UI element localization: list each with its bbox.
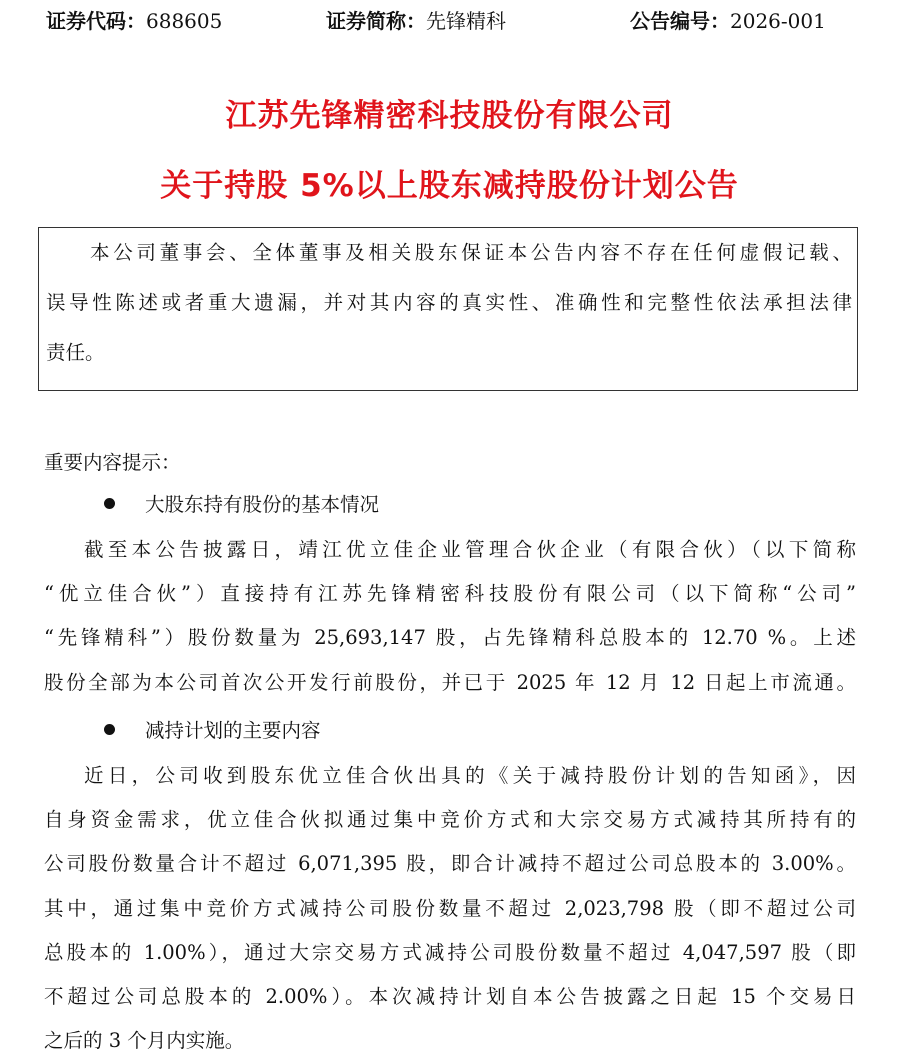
section2-bullet: 减持计划的主要内容 — [104, 716, 321, 746]
paragraph-line: 公司股份数量合计不超过 6,071,395 股，即合计减持不超过公司总股本的 3.00%。 — [44, 852, 856, 875]
bullet-icon — [104, 498, 115, 509]
paragraph-line: “先锋精科”）股份数量为 25,693,147 股，占先锋精科总股本的 12.70 %。上述 — [44, 626, 856, 649]
paragraph-line: 其中，通过集中竞价方式减持公司股份数量不超过 2,023,798 股（即不超过公司 — [44, 897, 856, 920]
paragraph-line: 自身资金需求，优立佳合伙拟通过集中竞价方式和大宗交易方式减持其所持有的 — [44, 808, 856, 831]
paragraph-line: 不超过公司总股本的 2.00%）。本次减持计划自本公告披露之日起 15 个交易日 — [44, 985, 856, 1008]
company-title: 江苏先锋精密科技股份有限公司 — [225, 98, 674, 134]
disclaimer-line: 误导性陈述或者重大遗漏，并对其内容的真实性、准确性和完整性依法承担法律 — [46, 291, 852, 314]
security-code: 证券代码：688605 — [46, 9, 223, 33]
paragraph-line: 近日，公司收到股东优立佳合伙出具的《关于减持股份计划的告知函》，因 — [84, 764, 856, 787]
paragraph-line: 截至本公告披露日，靖江优立佳企业管理合伙企业（有限合伙）（以下简称 — [84, 538, 856, 561]
paragraph-line: 之后的 3 个月内实施。 — [44, 1029, 245, 1052]
bullet-icon — [104, 724, 115, 735]
important-heading: 重要内容提示： — [44, 451, 181, 474]
security-name: 证券简称：先锋精科 — [326, 9, 506, 33]
paragraph-line: 股份全部为本公司首次公开发行前股份，并已于 2025 年 12 月 12 日起上市流通。 — [44, 671, 856, 694]
section1-bullet: 大股东持有股份的基本情况 — [104, 490, 379, 520]
announcement-title: 关于持股 5%以上股东减持股份计划公告 — [160, 168, 739, 204]
disclaimer-line: 本公司董事会、全体董事及相关股东保证本公告内容不存在任何虚假记载、 — [90, 241, 852, 264]
paragraph-line: “优立佳合伙”）直接持有江苏先锋精密科技股份有限公司（以下简称“公司” — [44, 582, 856, 605]
announcement-number: 公告编号：2026-001 — [630, 9, 826, 33]
disclaimer-line: 责任。 — [46, 341, 105, 364]
paragraph-line: 总股本的 1.00%），通过大宗交易方式减持公司股份数量不超过 4,047,597 股（即 — [44, 941, 856, 964]
